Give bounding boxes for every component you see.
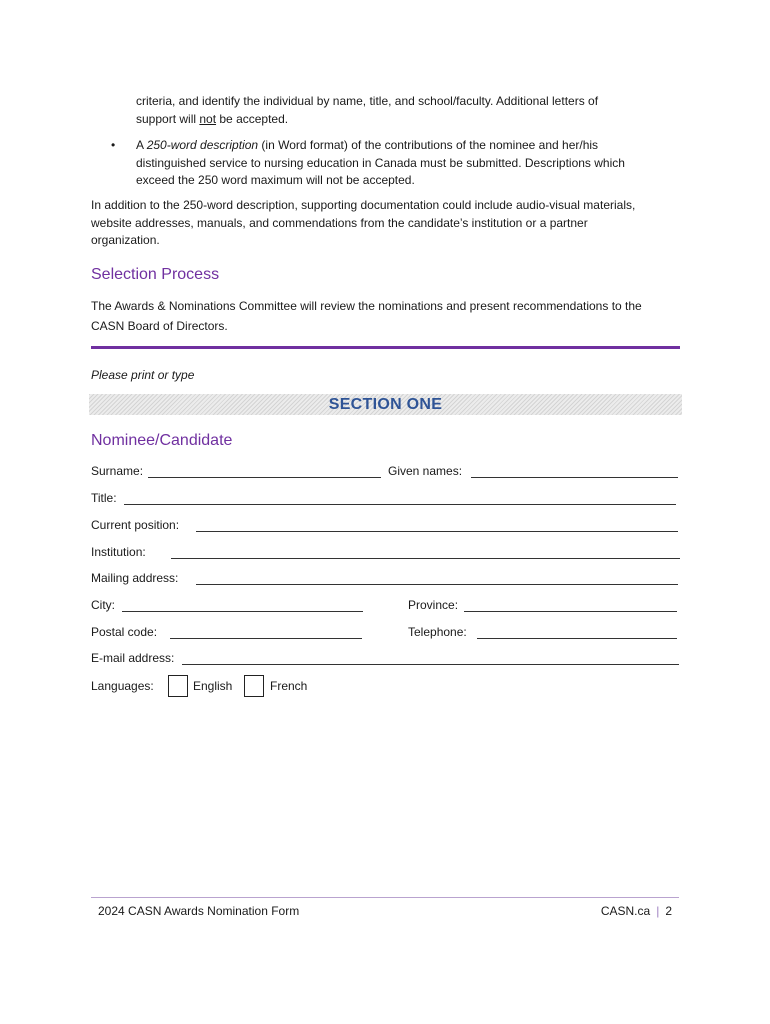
selection-line-1: The Awards & Nominations Committee will review the nominations and present recommendations to the	[91, 299, 642, 313]
email-field[interactable]	[182, 664, 679, 665]
footer-divider	[91, 897, 679, 898]
city-field[interactable]	[122, 611, 363, 612]
print-note: Please print or type	[91, 368, 195, 382]
current-position-label: Current position:	[91, 518, 180, 532]
bullet-a: A	[136, 138, 147, 152]
footer-title: 2024 CASN Awards Nomination Form	[98, 904, 300, 918]
bullet-line-1	[136, 137, 682, 155]
intro-line-2-pre: support will	[136, 111, 200, 126]
intro-paragraph	[136, 93, 682, 128]
para-line-3: organization.	[91, 233, 160, 247]
surname-field[interactable]	[148, 477, 381, 478]
institution-label: Institution:	[91, 545, 146, 559]
intro-line-2-post: be accepted.	[216, 111, 289, 126]
selection-paragraph	[91, 296, 683, 336]
footer-separator: |	[656, 904, 660, 918]
footer-site: CASN.ca	[600, 904, 651, 918]
city-label: City:	[91, 598, 115, 612]
intro-line-2	[136, 111, 682, 129]
english-label: English	[193, 679, 233, 693]
province-label: Province:	[408, 598, 459, 612]
french-label: French	[270, 679, 308, 693]
english-checkbox[interactable]	[168, 675, 188, 697]
current-position-field[interactable]	[196, 531, 678, 532]
mailing-address-field[interactable]	[196, 584, 678, 585]
postal-code-label: Postal code:	[91, 625, 158, 639]
bullet-line-3: exceed the 250 word maximum will not be accepted.	[136, 173, 415, 187]
intro-line-1: criteria, and identify the individual by name, title, and school/faculty. Additional letters of	[136, 94, 599, 108]
postal-code-field[interactable]	[170, 638, 362, 639]
institution-field[interactable]	[171, 558, 680, 559]
supporting-doc-paragraph	[91, 197, 683, 250]
page-number: 2	[665, 904, 672, 918]
telephone-field[interactable]	[477, 638, 677, 639]
para-line-1: In addition to the 250-word description, supporting documentation could include audio-visual materials,	[91, 198, 636, 212]
surname-label: Surname:	[91, 464, 144, 478]
section-divider	[91, 346, 680, 349]
footer-right	[601, 904, 672, 918]
bullet-italic: 250-word description	[146, 138, 259, 152]
mailing-address-label: Mailing address:	[91, 571, 179, 585]
para-line-2: website addresses, manuals, and commendations from the candidate’s institution or a partner	[91, 215, 588, 230]
given-names-field[interactable]	[471, 477, 678, 478]
bullet-icon: •	[111, 138, 116, 152]
telephone-label: Telephone:	[408, 625, 467, 639]
section-title: SECTION ONE	[328, 396, 443, 413]
email-label: E-mail address:	[91, 651, 175, 665]
section-one-bar	[89, 394, 682, 415]
bullet-rest: (in Word format) of the contributions of the nominee and her/his	[258, 138, 599, 152]
bullet-paragraph	[136, 137, 682, 190]
province-field[interactable]	[464, 611, 677, 612]
title-field[interactable]	[124, 504, 676, 505]
languages-label: Languages:	[91, 679, 154, 693]
title-label: Title:	[91, 491, 117, 505]
nominee-heading: Nominee/Candidate	[91, 432, 233, 449]
french-checkbox[interactable]	[244, 675, 264, 697]
intro-underline-not: not	[199, 111, 217, 126]
given-names-label: Given names:	[388, 464, 463, 478]
selection-line-2: CASN Board of Directors.	[91, 319, 228, 333]
selection-heading: Selection Process	[91, 266, 220, 283]
bullet-line-2: distinguished service to nursing education in Canada must be submitted. Descriptions which	[136, 155, 625, 170]
